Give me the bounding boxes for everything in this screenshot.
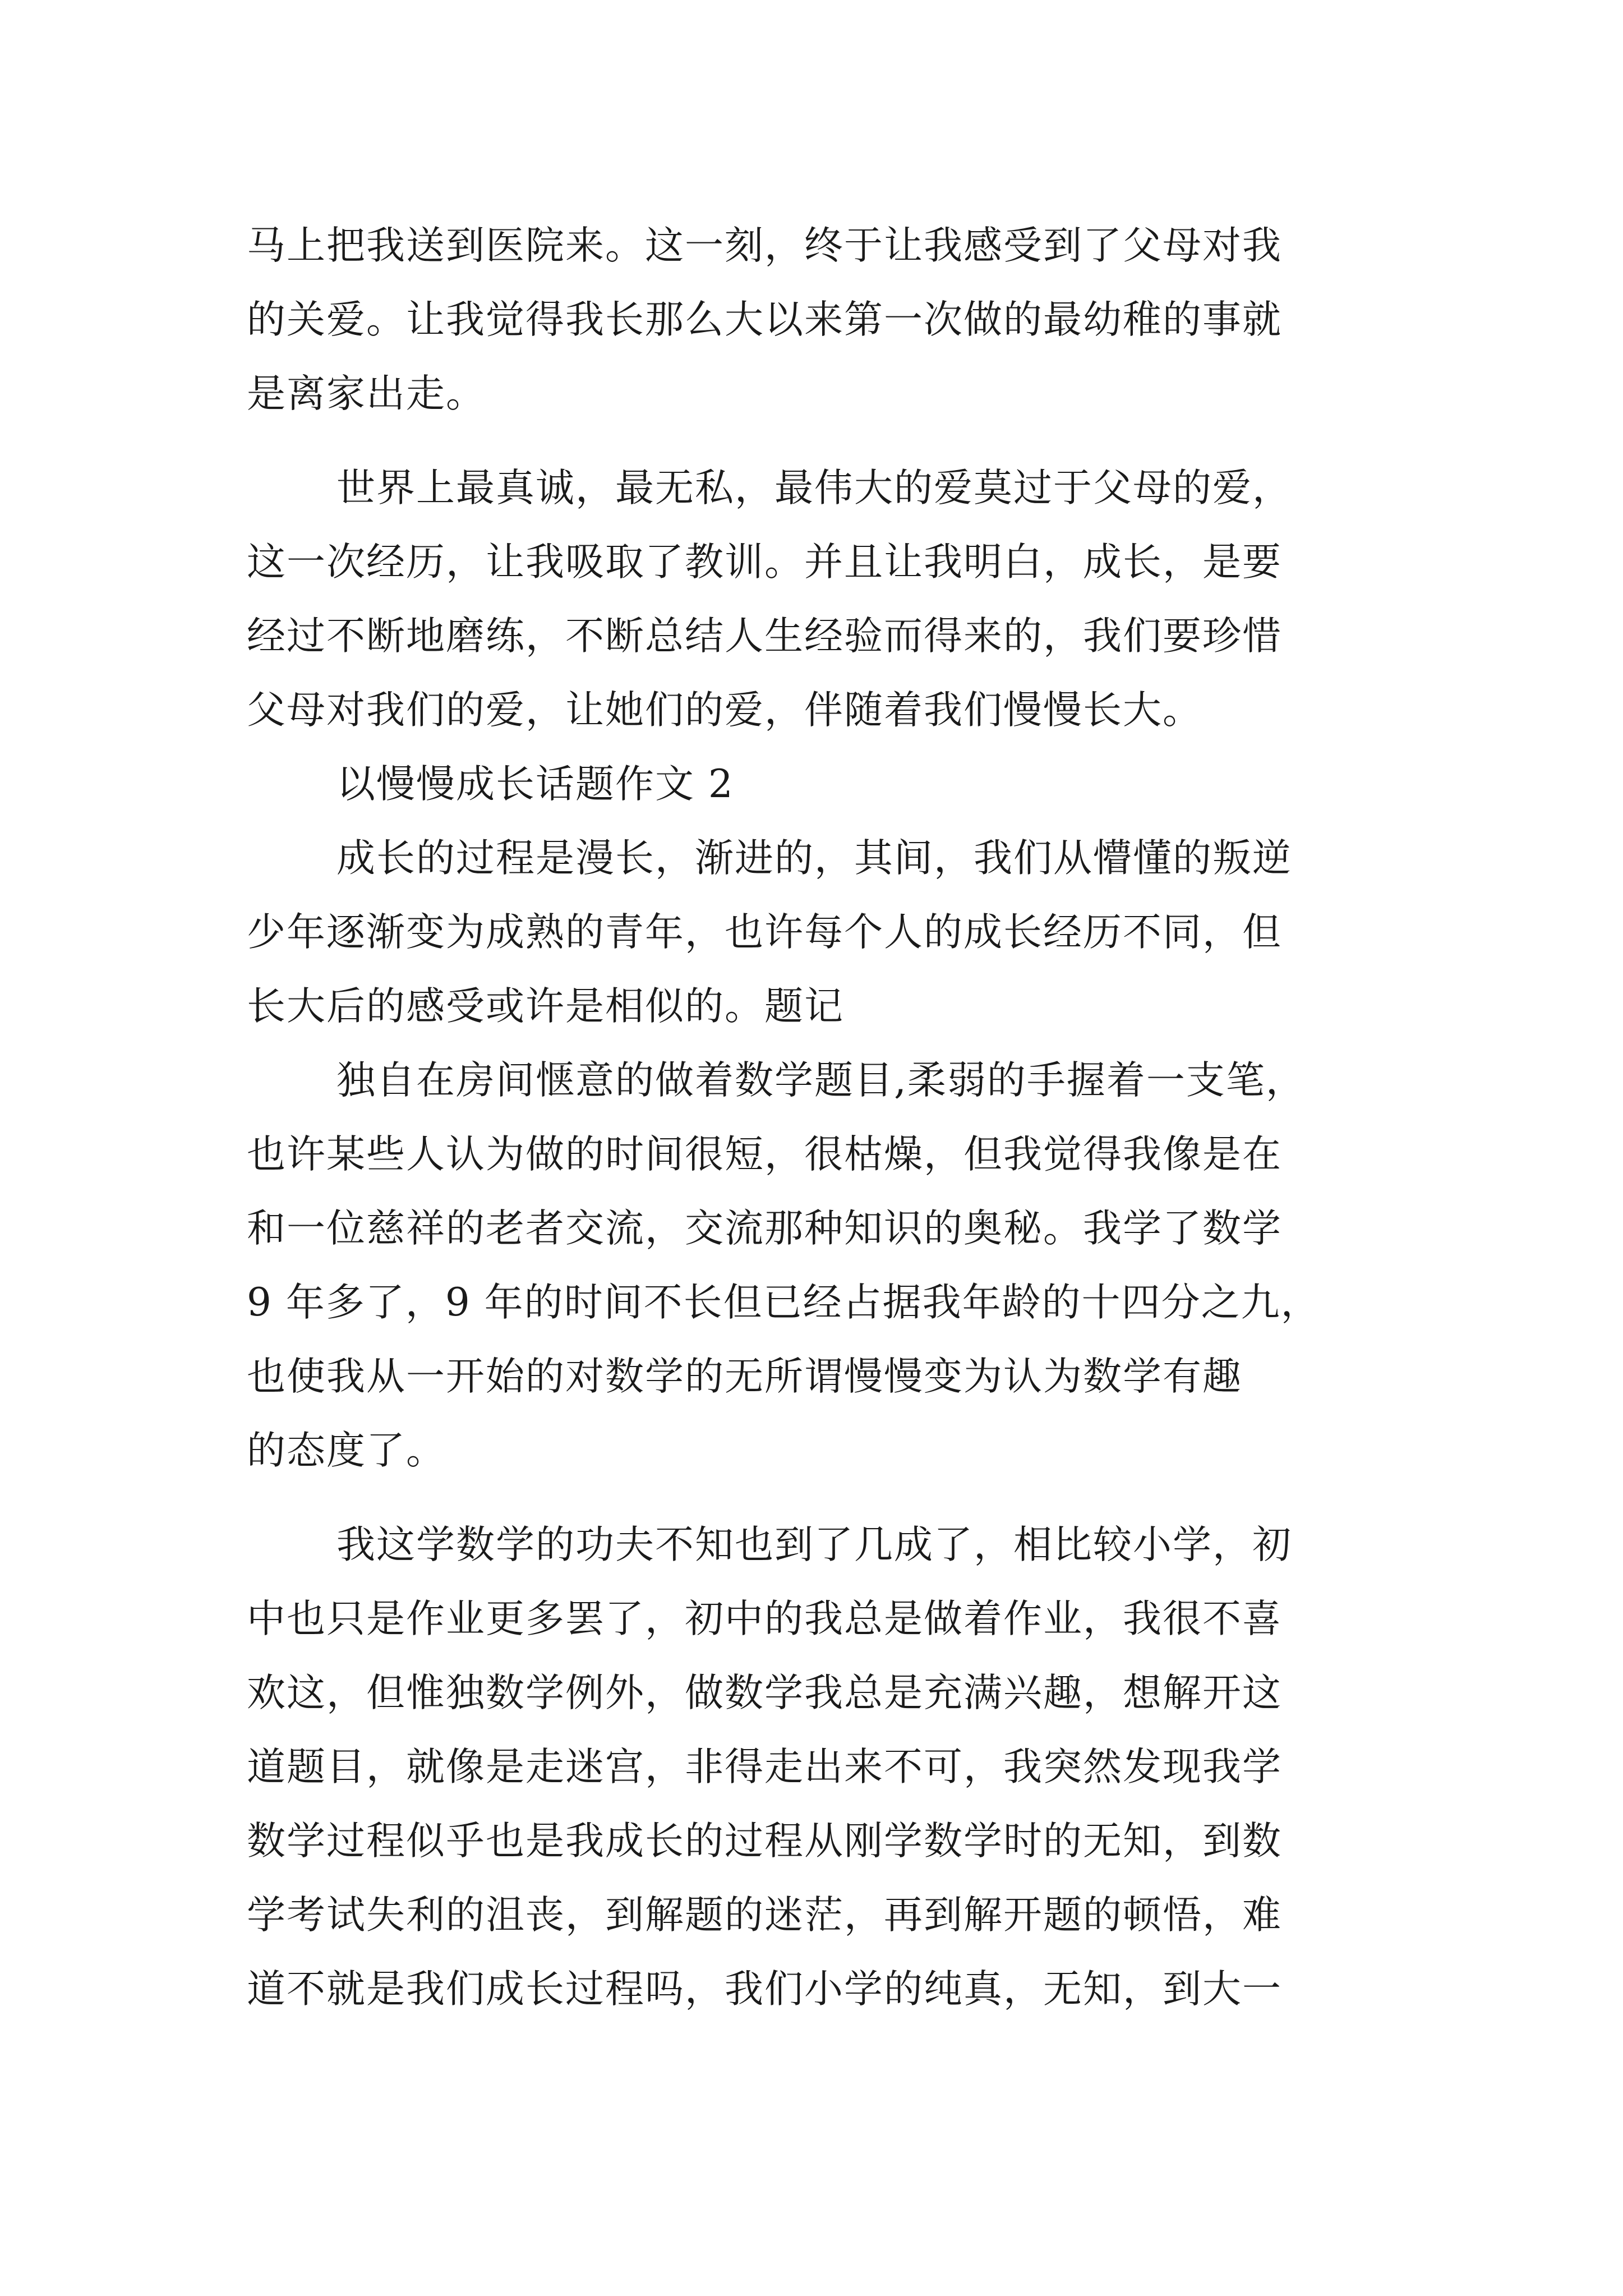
text-line: 的关爱。让我觉得我长那么大以来第一次做的最幼稚的事就 bbox=[247, 297, 1282, 342]
text-line: 中也只是作业更多罢了，初中的我总是做着作业，我很不喜 bbox=[247, 1596, 1282, 1641]
paragraph-first-line: 我这学数学的功夫不知也到了几成了，相比较小学，初 bbox=[336, 1522, 1292, 1567]
paragraph-first-line: 世界上最真诚，最无私，最伟大的爱莫过于父母的爱， bbox=[336, 466, 1292, 510]
text-line: 父母对我们的爱，让她们的爱，伴随着我们慢慢长大。 bbox=[247, 688, 1202, 733]
paragraph-first-line: 成长的过程是漫长，渐进的，其间，我们从懵懂的叛逆 bbox=[336, 836, 1292, 881]
text-line: 和一位慈祥的老者交流，交流那种知识的奥秘。我学了数学 bbox=[247, 1206, 1282, 1251]
text-line: 是离家出走。 bbox=[247, 371, 486, 416]
text-line: 的态度了。 bbox=[247, 1428, 446, 1473]
text-line: 也许某些人认为做的时间很短，很枯燥，但我觉得我像是在 bbox=[247, 1132, 1282, 1177]
text-line: 这一次经历，让我吸取了教训。并且让我明白，成长，是要 bbox=[247, 540, 1282, 585]
text-line: 长大后的感受或许是相似的。题记 bbox=[247, 984, 844, 1029]
section-heading: 以慢慢成长话题作文 2 bbox=[336, 762, 734, 807]
text-line: 道题目，就像是走迷宫，非得走出来不可，我突然发现我学 bbox=[247, 1745, 1282, 1789]
text-line: 欢这，但惟独数学例外，做数学我总是充满兴趣，想解开这 bbox=[247, 1671, 1282, 1715]
text-line: 道不就是我们成长过程吗，我们小学的纯真，无知，到大一 bbox=[247, 1967, 1282, 2012]
paragraph-first-line: 独自在房间惬意的做着数学题目,柔弱的手握着一支笔， bbox=[336, 1058, 1306, 1103]
text-line: 经过不断地磨练，不断总结人生经验而得来的，我们要珍惜 bbox=[247, 614, 1282, 659]
text-line: 9 年多了，9 年的时间不长但已经占据我年龄的十四分之九， bbox=[247, 1280, 1321, 1325]
text-line: 少年逐渐变为成熟的青年，也许每个人的成长经历不同，但 bbox=[247, 910, 1282, 955]
text-line: 马上把我送到医院来。这一刻，终于让我感受到了父母对我 bbox=[247, 223, 1282, 268]
text-line: 数学过程似乎也是我成长的过程从刚学数学时的无知，到数 bbox=[247, 1819, 1282, 1864]
document-body bbox=[247, 209, 1380, 2026]
text-line: 也使我从一开始的对数学的无所谓慢慢变为认为数学有趣 bbox=[247, 1354, 1242, 1399]
text-line: 学考试失利的沮丧，到解题的迷茫，再到解开题的顿悟，难 bbox=[247, 1893, 1282, 1938]
